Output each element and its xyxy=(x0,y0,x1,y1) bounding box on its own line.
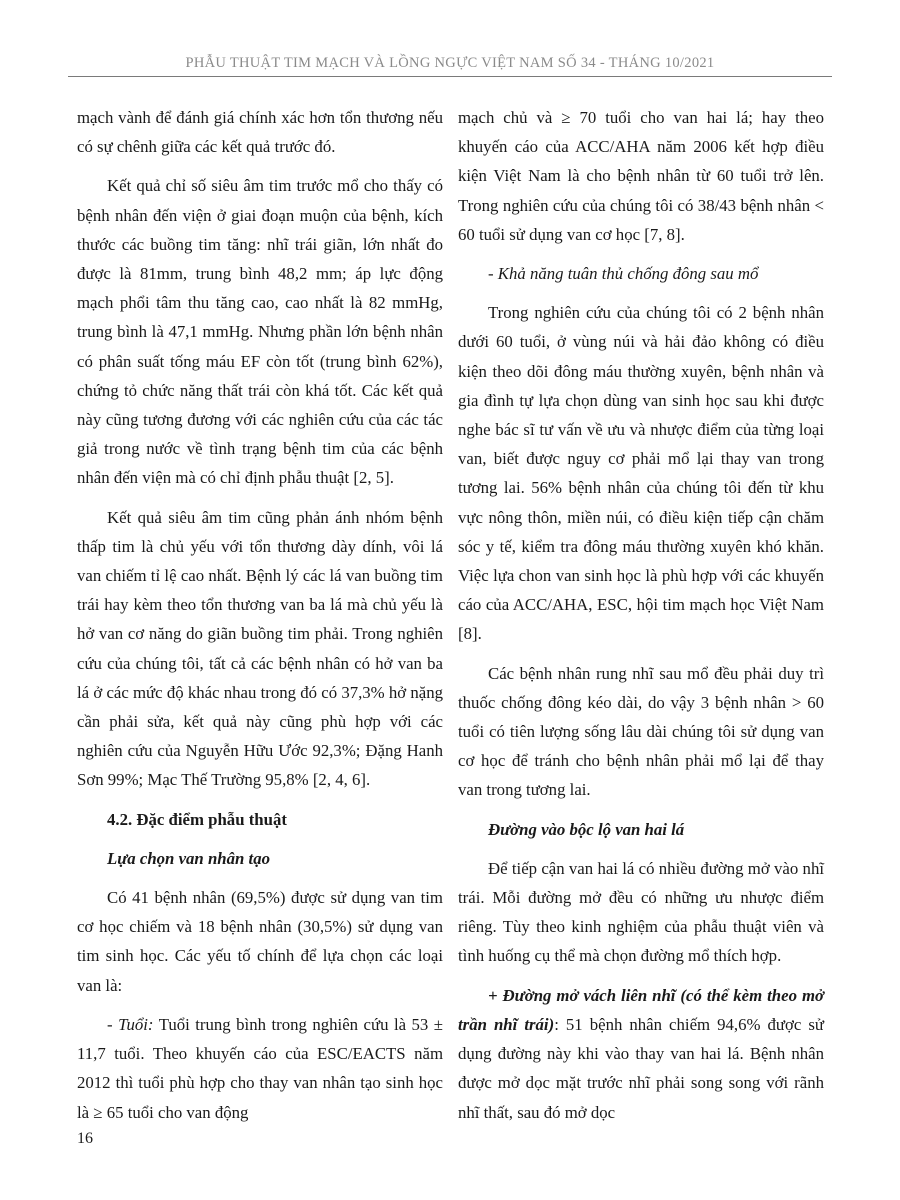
paragraph xyxy=(77,1010,443,1127)
inline-label: - Tuổi: xyxy=(107,1014,154,1034)
paragraph: mạch chủ và ≥ 70 tuổi cho van hai lá; hay theo khuyến cáo của ACC/AHA năm 2006 kết hợp điều kiện Việt Nam là cho bệnh nhân từ 60 tuổi trở lên. Trong nghiên cứu của chúng tôi có 38/43 bệnh nhân < 60 tuổi sử dụng van cơ học [7, 8]. xyxy=(458,108,824,244)
subsection-heading: Lựa chọn van nhân tạo xyxy=(107,848,270,868)
journal-header: PHẪU THUẬT TIM MẠCH VÀ LỒNG NGỰC VIỆT NAM SỐ 34 - THÁNG 10/2021 xyxy=(185,55,715,71)
inline-label: + Đường mở vách liên nhĩ (có thể kèm theo mở trần nhĩ trái) xyxy=(458,985,824,1034)
section-heading: 4.2. Đặc điểm phẫu thuật xyxy=(107,809,287,829)
paragraph-text: Tuổi trung bình trong nghiên cứu là 53 ± 11,7 tuổi. Theo khuyến cáo của ESC/EACTS năm 2012 thì tuổi phù hợp cho thay van nhân tạo sinh học là ≥ 65 tuổi cho van động xyxy=(77,1014,443,1122)
paragraph xyxy=(458,981,824,1127)
paragraph: Để tiếp cận van hai lá có nhiều đường mở vào nhĩ trái. Mỗi đường mở đều có những ưu nhược điểm riêng. Tùy theo kinh nghiệm của phẫu thuật viên và tình huống cụ thể mà chọn đường mổ thích hợp. xyxy=(458,858,824,966)
italic-subheading: - Khả năng tuân thủ chống đông sau mổ xyxy=(488,264,759,284)
paragraph: mạch vành để đánh giá chính xác hơn tổn thương nếu có sự chênh giữa các kết quả trước đó. xyxy=(77,108,443,157)
paragraph: Trong nghiên cứu của chúng tôi có 2 bệnh nhân dưới 60 tuổi, ở vùng núi và hải đảo không có điều kiện theo dõi đông máu thường xuyên, bệnh nhân và gia đình tự lựa chọn dùng van sinh học sau khi được nghe bác sĩ tư vấn về ưu và nhược điểm của từng loại van, biết được nguy cơ phải mổ lại thay van trong tương lai. 56% bệnh nhân của chúng tôi đến từ khu vực nông thôn, miền núi, có điều kiện tiếp cận chăm sóc y tế, kiểm tra đông máu thường xuyên khó khăn. Việc lựa chon van sinh học là phù hợp với các khuyến cáo của ACC/AHA, ESC, hội tim mạch học Việt Nam [8]. xyxy=(458,303,824,644)
paragraph: Kết quả siêu âm tim cũng phản ánh nhóm bệnh thấp tim là chủ yếu với tổn thương dày dính, vôi lá van chiếm tỉ lệ cao nhất. Bệnh lý các lá van buồng tim trái hay kèm theo tổn thương van ba lá mà chủ yếu là hở van cơ năng do giãn buồng tim phải. Trong nghiên cứu của chúng tôi, tất cả các bệnh nhân có hở van ba lá ở các mức độ khác nhau trong đó có 37,3% hở nặng cần phải sửa, kết quả này cũng phù hợp với các nghiên cứu của Nguyễn Hữu Ước 92,3%; Đặng Hanh Sơn 99%; Mạc Thế Trường 95,8% [2, 4, 6]. xyxy=(77,507,443,790)
subsection-heading: Đường vào bộc lộ van hai lá xyxy=(488,819,685,839)
paragraph: Các bệnh nhân rung nhĩ sau mổ đều phải duy trì thuốc chống đông kéo dài, do vậy 3 bệnh nhân > 60 tuổi có tiên lượng sống lâu dài chúng tôi sử dụng van cơ học để tránh cho bệnh nhân phải mổ lại để thay van trong tương lai. xyxy=(458,663,824,800)
header-divider xyxy=(68,76,832,77)
paragraph: Có 41 bệnh nhân (69,5%) được sử dụng van tim cơ học chiếm và 18 bệnh nhân (30,5%) sử dụng van tim sinh học. Các yếu tố chính để lựa chọn các loại van là: xyxy=(77,888,443,995)
left-column xyxy=(77,103,443,1137)
paragraph: Kết quả chỉ số siêu âm tim trước mổ cho thấy có bệnh nhân đến viện ở giai đoạn muộn của bệnh, kích thước các buồng tim tăng: nhĩ trái giãn, lớn nhất đo được là 81mm, trung bình 48,2 mm; áp lực động mạch phổi tâm thu tăng cao, cao nhất là 82 mmHg, trung bình là 47,1 mmHg. Nhưng phần lớn bệnh nhân có phân suất tống máu EF còn tốt (trung bình 62%), chứng tỏ chức năng thất trái còn khá tốt. Các kết quả này cũng tương đương với các nghiên cứu của các tác giả trong nước về tình trạng bệnh tim của các bệnh nhân đến viện mà có chỉ định phẫu thuật [2, 5]. xyxy=(77,176,443,488)
page-number: 16 xyxy=(77,1130,93,1147)
paragraph-text: : 51 bệnh nhân chiếm 94,6% được sử dụng đường này khi vào thay van hai lá. Bệnh nhân được mở dọc mặt trước nhĩ phải song song với rãnh nhĩ thất, sau đó mở dọc xyxy=(458,1014,824,1122)
right-column xyxy=(458,103,824,1137)
